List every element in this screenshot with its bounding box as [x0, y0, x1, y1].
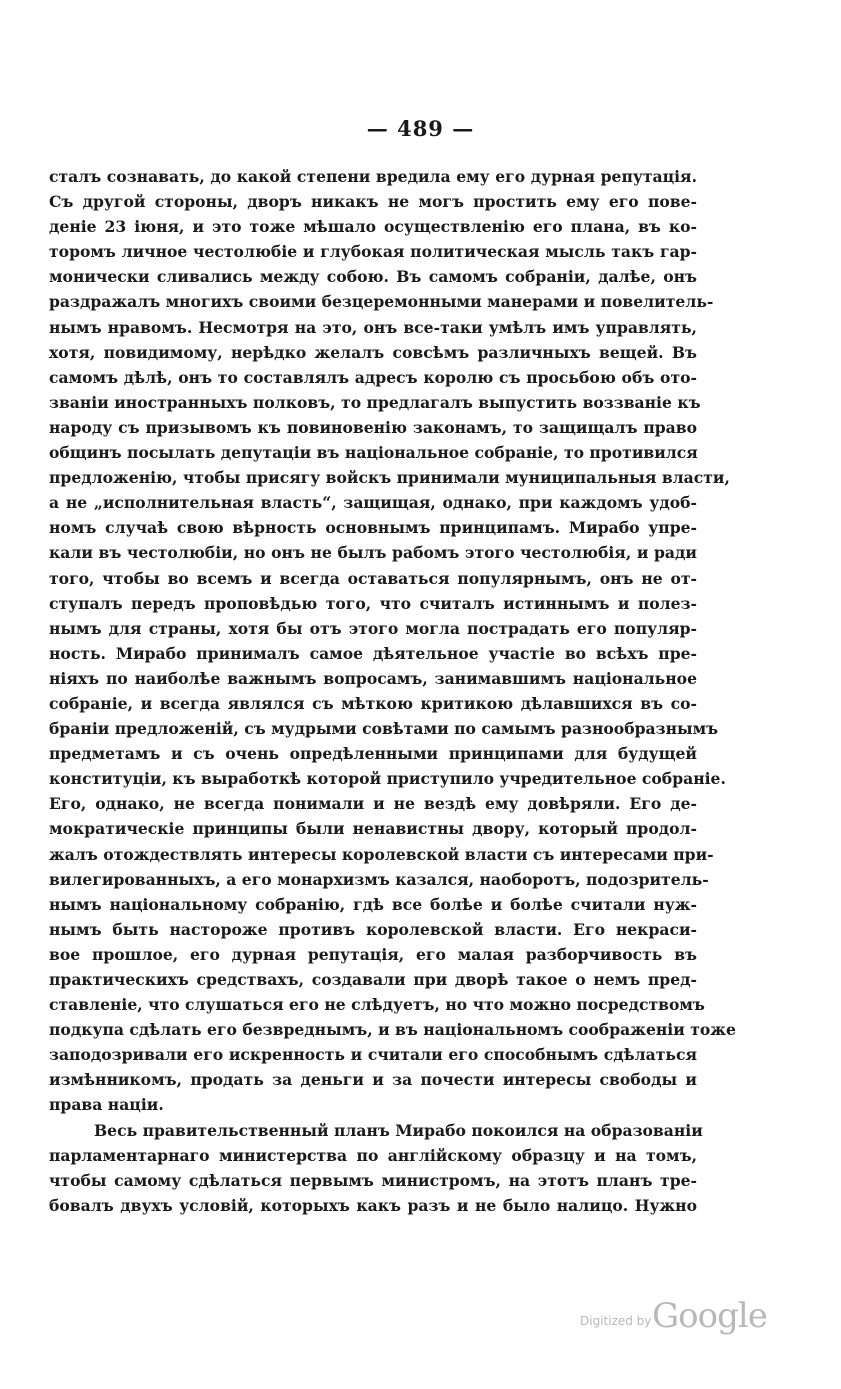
- text-line: званіи иностранныхъ полковъ, то предлагалъ выпустить воззваніе къ: [49, 392, 701, 412]
- text-line: сталъ сознавать, до какой степени вредила ему его дурная репутація.: [49, 167, 697, 186]
- text-line: того, чтобы во всемъ и всегда оставаться популярнымъ, онъ не от-: [49, 568, 697, 588]
- text-line: браніи предложеній, съ мудрыми совѣтами по самымъ разнообразнымъ: [49, 719, 719, 739]
- google-logo: Google: [652, 1296, 767, 1336]
- text-line: народу съ призывомъ къ повиновенію законамъ, то защищалъ право: [49, 417, 697, 437]
- text-line: ность. Мирабо принималъ самое дѣятельное участіе во всѣхъ пре-: [49, 643, 697, 663]
- text-line: подкупа сдѣлать его безвреднымъ, и въ національномъ соображеніи тоже: [49, 1020, 736, 1040]
- body-text: [49, 164, 736, 1218]
- text-line: парламентарнаго министерства по англійскому образцу и на томъ,: [49, 1145, 697, 1165]
- text-line: а не „исполнительная власть“, защищая, однако, при каждомъ удоб-: [49, 493, 697, 513]
- text-line: ніяхъ по наиболѣе важнымъ вопросамъ, занимавшимъ національное: [49, 668, 697, 688]
- text-line: нымъ нравомъ. Несмотря на это, онъ все-таки умѣлъ имъ управлять,: [49, 317, 697, 337]
- digitized-watermark: [580, 1296, 767, 1340]
- text-line: вилегированныхъ, а его монархизмъ казался, наоборотъ, подозритель-: [49, 869, 709, 889]
- text-line: Его, однако, не всегда понимали и не вездѣ ему довѣряли. Его де-: [49, 794, 697, 814]
- text-line: номъ случаѣ свою вѣрность основнымъ принципамъ. Мирабо упре-: [49, 518, 697, 538]
- text-line: нымъ національному собранію, гдѣ все болѣе и болѣе считали нуж-: [49, 894, 697, 914]
- text-line: общинъ посылать депутаціи въ національное собраніе, то противился: [49, 443, 698, 463]
- text-line: Весь правительственный планъ Мирабо покоился на образованіи: [94, 1120, 703, 1140]
- text-line: практическихъ средствахъ, создавали при дворѣ такое о немъ пред-: [49, 970, 697, 989]
- text-line: хотя, повидимому, нерѣдко желалъ совсѣмъ различныхъ вещей. Въ: [49, 342, 697, 362]
- text-line: самомъ дѣлѣ, онъ то составлялъ адресъ королю съ просьбою объ ото-: [49, 367, 697, 387]
- paragraph-1: [49, 164, 736, 1118]
- text-line: монически сливались между собою. Въ самомъ собраніи, далѣе, онъ: [49, 267, 697, 287]
- text-line: собраніе, и всегда являлся съ мѣткою критикою дѣлавшихся въ со-: [49, 693, 697, 713]
- text-line: конституціи, къ выработкѣ которой приступило учредительное собраніе.: [49, 769, 726, 789]
- text-line: чтобы самому сдѣлаться первымъ министромъ, на этотъ планъ тре-: [49, 1170, 697, 1190]
- text-line: раздражалъ многихъ своими безцеремонными манерами и повелитель-: [49, 292, 714, 312]
- text-line: вое прошлое, его дурная репутація, его малая разборчивость въ: [49, 944, 697, 964]
- text-line: нымъ быть настороже противъ королевской власти. Его некраси-: [49, 919, 697, 939]
- text-line: кали въ честолюбіи, но онъ не былъ рабомъ этого честолюбія, и ради: [49, 543, 697, 563]
- text-line: права націи.: [49, 1095, 164, 1115]
- text-line: нымъ для страны, хотя бы отъ этого могла пострадать его популяр-: [49, 618, 697, 638]
- text-line: предложенію, чтобы присягу войскъ принимали муниципальныя власти,: [49, 468, 730, 488]
- paragraph-2: [49, 1118, 703, 1218]
- text-line: Съ другой стороны, дворъ никакъ не могъ простить ему его пове-: [49, 192, 697, 212]
- text-line: предметамъ и съ очень опредѣленными принципами для будущей: [49, 744, 697, 764]
- text-line: бовалъ двухъ условій, которыхъ какъ разъ и не было налицо. Нужно: [49, 1195, 697, 1215]
- text-line: мократическіе принципы были ненавистны двору, который продол-: [49, 819, 697, 839]
- text-line: измѣнникомъ, продать за деньги и за почести интересы свободы и: [49, 1070, 697, 1090]
- page-number: — 489 —: [366, 116, 475, 141]
- text-line: ступалъ передъ проповѣдью того, что считалъ истиннымъ и полез-: [49, 593, 697, 613]
- text-line: деніе 23 іюня, и это тоже мѣшало осуществленію его плана, въ ко-: [49, 217, 697, 237]
- text-line: торомъ личное честолюбіе и глубокая политическая мысль такъ гар-: [49, 242, 697, 262]
- watermark-prefix: Digitized by: [580, 1314, 652, 1328]
- text-line: ставленіе, что слушаться его не слѣдуетъ, но что можно посредствомъ: [49, 995, 705, 1015]
- text-line: жалъ отождествлять интересы королевской власти съ интересами при-: [49, 844, 714, 864]
- text-line: заподозривали его искренность и считали его способнымъ сдѣлаться: [49, 1045, 697, 1065]
